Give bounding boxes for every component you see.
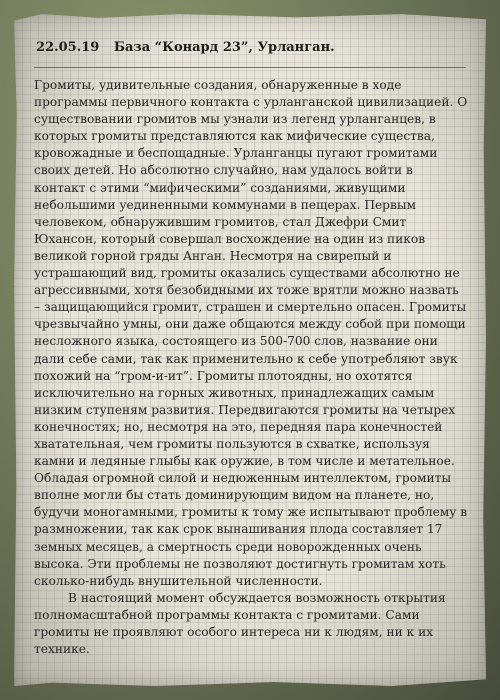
entry-paragraph: В настоящий момент обсуждается возможность открытия полномасштабной программы контакта с громитами. Сами громиты не проявляют особого интереса ни к людям, ни к их технике. [34,590,446,657]
entry-body [34,77,468,658]
entry-date: 22.05.19 [36,40,100,55]
entry-paragraph: Громиты, удивительные создания, обнаруженные в ходе программы первичного контакта с урланганской цивилизацией. О существовании громитов мы узнали из легенд урланганцев, в которых громиты представляются как мифические существа, кровожадные и беспощадные. Урланганцы пугают громитами своих детей. Но абсолютно случайно, нам удалось войти в контакт с этими “мифическими” созданиями, живущими небольшими уединенными коммунами в пещерах. Первым человеком, обнаружившим громитов, стал Джефри Смит Юхансон, который совершал восхождение на один из пиков великой горной гряды Анган. Несмотря на свирепый и устрашающий вид, громиты оказались существами абсолютно не агрессивными, хотя безобидными их тоже врятли можно назвать – защищающийся громит, страшен и смертельно опасен. Громиты чрезвычайно умны, они даже общаются между собой при помощи несложного языка, состоящего из 500-700 слов, название они дали себе сами, так как применительно к себе употребляют звук похожий на “гром-и-ит”. Громиты плотоядны, но охотятся исключительно на горных животных, принадлежащих самым низким ступеням развития. Передвигаются громиты на четырех конечностях; но, несмотря на это, передняя пара конечностей хватательная, чем громиты пользуются в схватке, используя камни и ледяные глыбы как оружие, в том числе и метательное. Обладая огромной силой и недюженным интеллектом, громиты вполне могли бы стать доминирующим видом на планете, но, будучи моногамными, громиты к тому же испытывают проблему в размножении, так как срок вынашивания плода составляет 17 земных месяцев, а смертность среди новорожденных очень высока. Эти проблемы не позволяют достигнуть громитам хоть сколько-нибудь внушительной численности. [34,78,468,588]
header-divider [34,67,466,68]
entry-location: База “Конард 23”, Урланган. [113,40,335,55]
entry-header [36,40,335,55]
